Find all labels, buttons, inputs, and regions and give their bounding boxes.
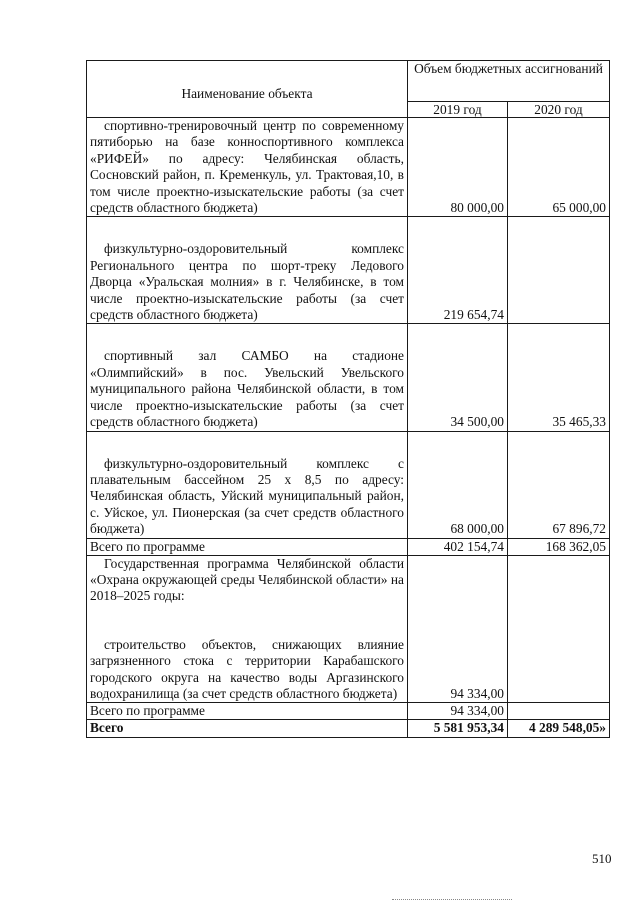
program-title: Государственная программа Челябинской области «Охрана окружающей среды Челябинской области» на 2018–2025 годы:	[90, 555, 404, 604]
program-object-text: строительство объектов, снижающих влияние загрязненного стока с территории Карабашского городского округа на качество воды Аргазинского водохранилища (за счет средств областного бюджета)	[90, 636, 404, 701]
value-2020-cell: 35 465,33	[508, 324, 610, 431]
program-environment-row	[87, 555, 610, 703]
object-name-header: Наименование объекта	[87, 61, 408, 118]
subtotal-2020	[508, 703, 610, 720]
year-2019-header: 2019 год	[408, 102, 508, 118]
value-2019-cell: 219 654,74	[408, 217, 508, 324]
value-2019-cell: 94 334,00	[408, 555, 508, 703]
program-subtotal-row	[87, 538, 610, 555]
value-2020-cell: 67 896,72	[508, 431, 610, 538]
subtotal-2020: 168 362,05	[508, 538, 610, 555]
budget-allocation-table	[86, 60, 610, 738]
table-header-row	[87, 61, 610, 102]
grand-total-row	[87, 720, 610, 737]
grand-total-label: Всего	[87, 720, 408, 737]
year-2020-header: 2020 год	[508, 102, 610, 118]
grand-total-2020: 4 289 548,05»	[508, 720, 610, 737]
value-2019-cell: 80 000,00	[408, 118, 508, 217]
subtotal-label: Всего по программе	[87, 538, 408, 555]
value-2019-cell: 68 000,00	[408, 431, 508, 538]
object-row-uyskoe-pool	[87, 431, 610, 538]
value-2019-cell: 34 500,00	[408, 324, 508, 431]
object-row-uralskaya-molniya	[87, 217, 610, 324]
object-name-cell: физкультурно-оздоровительный комплекс с плавательным бассейном 25 x 8,5 по адресу: Челябинская область, Уйский муниципальный район, с. Уйское, ул. Пионерская (за счет средств областного бюджета)	[87, 431, 408, 538]
page-number: 510	[592, 851, 612, 866]
budget-volume-header: Объем бюджетных ассигнований	[408, 61, 610, 102]
program-cell	[87, 555, 408, 703]
subtotal-2019: 94 334,00	[408, 703, 508, 720]
scan-edge-divider	[392, 899, 512, 900]
value-2020-cell: 65 000,00	[508, 118, 610, 217]
object-row-rifey	[87, 118, 610, 217]
value-2020-cell	[508, 555, 610, 703]
object-name-cell: спортивный зал САМБО на стадионе «Олимпийский» в пос. Увельский Увельского муниципального района Челябинской области, в том числе проектно-изыскательские работы (за счет средств областного бюджета)	[87, 324, 408, 431]
subtotal-2019: 402 154,74	[408, 538, 508, 555]
subtotal-label: Всего по программе	[87, 703, 408, 720]
object-name-cell: спортивно-тренировочный центр по современному пятиборью на базе конноспортивного комплекса «РИФЕЙ» по адресу: Челябинская область, Сосновский район, п. Кременкуль, ул. Трактовая,10, в том числе проектно-изыскательские работы (за счет средств областного бюджета)	[87, 118, 408, 217]
object-name-cell: физкультурно-оздоровительный комплекс Регионального центра по шорт-треку Ледового Дворца «Уральская молния» в г. Челябинске, в том числе проектно-изыскательские работы (за счет средств областного бюджета)	[87, 217, 408, 324]
value-2020-cell	[508, 217, 610, 324]
object-row-sambo	[87, 324, 610, 431]
grand-total-2019: 5 581 953,34	[408, 720, 508, 737]
program-subtotal-row	[87, 703, 610, 720]
